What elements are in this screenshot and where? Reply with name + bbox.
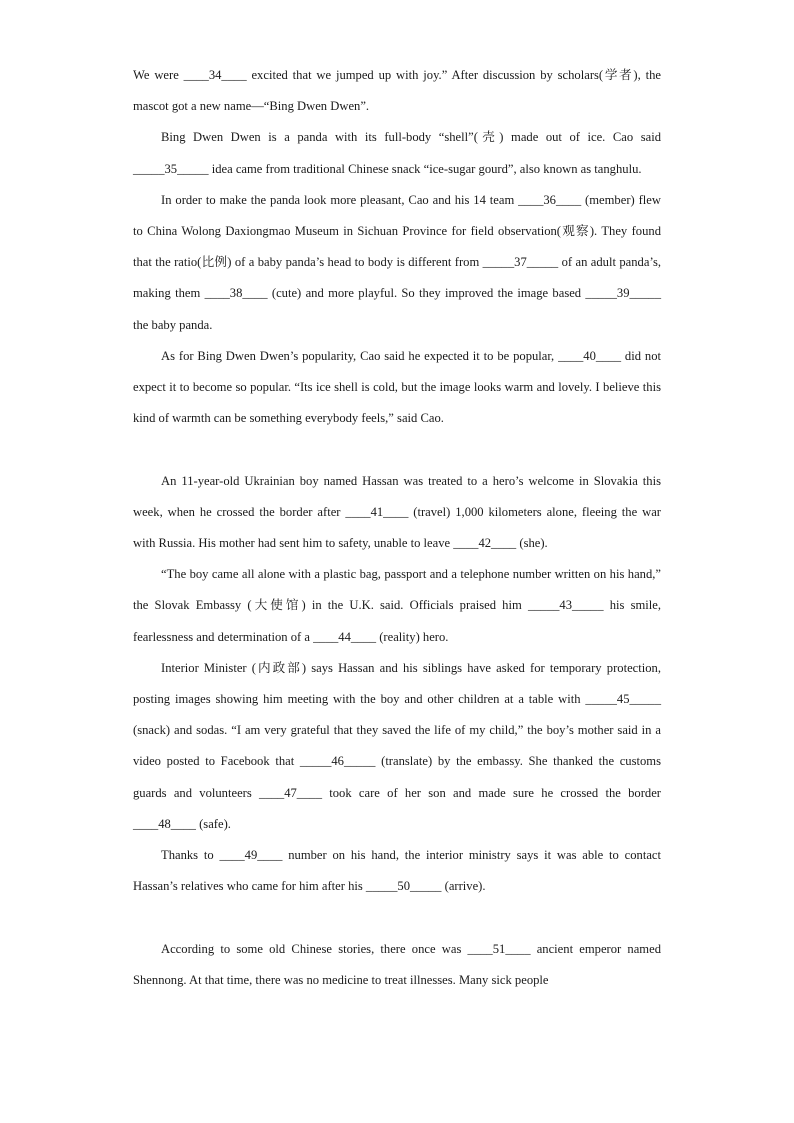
- paragraph-ice-shell: Bing Dwen Dwen is a panda with its full-body “shell”(壳) made out of ice. Cao said _____35_____ idea came from traditional Chinese snack “ice-sugar gourd”, also known as tanghulu.: [133, 130, 661, 176]
- paragraph-field-observation: In order to make the panda look more pleasant, Cao and his 14 team ____36____ (member) flew to China Wolong Daxiongmao Museum in Sichuan Province for field observation(观察). They found that the ratio(比例) of a baby panda’s head to body is different from _____37_____ of an adult panda’s, making them ____38____ (cute) and more playful. So they improved the image based _____39_____ the baby panda.: [133, 192, 661, 332]
- paragraph-mascot-name: We were ____34____ excited that we jumped up with joy.” After discussion by scholars(学者), the mascot got a new name—“Bing Dwen Dwen”.: [133, 68, 661, 114]
- paragraph-shennong: According to some old Chinese stories, there once was ____51____ ancient emperor named Shennong. At that time, there was no medicine to treat illnesses. Many sick people: [133, 941, 661, 987]
- paragraph-popularity: As for Bing Dwen Dwen’s popularity, Cao said he expected it to be popular, ____40____ did not expect it to become so popular. “Its ice shell is cold, but the image looks warm and lovely. I believe this kind of warmth can be something everybody feels,” said Cao.: [133, 348, 661, 426]
- paragraph-relatives: Thanks to ____49____ number on his hand, the interior ministry says it was able to contact Hassan’s relatives who came for him after his _____50_____ (arrive).: [133, 848, 661, 894]
- document-page: [133, 60, 661, 996]
- paragraph-interior-minister: Interior Minister (内政部) says Hassan and his siblings have asked for temporary protection, posting images showing him meeting with the boy and other children at a table with _____45_____ (snack) and sodas. “I am very grateful that they saved the life of my child,” the boy’s mother said in a video posted to Facebook that _____46_____ (translate) by the embassy. She thanked the customs guards and volunteers ____47____ took care of her son and made sure he crossed the border ____48____ (safe).: [133, 660, 661, 831]
- section-gap: [133, 902, 661, 933]
- paragraph-embassy-quote: “The boy came all alone with a plastic bag, passport and a telephone number written on his hand,” the Slovak Embassy (大使馆) in the U.K. said. Officials praised him _____43_____ his smile, fearlessness and determination of a ____44____ (reality) hero.: [133, 567, 661, 644]
- section-gap: [133, 434, 661, 465]
- paragraph-hassan-intro: An 11-year-old Ukrainian boy named Hassan was treated to a hero’s welcome in Slovakia this week, when he crossed the border after ____41____ (travel) 1,000 kilometers alone, fleeing the war with Russia. His mother had sent him to safety, unable to leave ____42____ (she).: [133, 473, 661, 551]
